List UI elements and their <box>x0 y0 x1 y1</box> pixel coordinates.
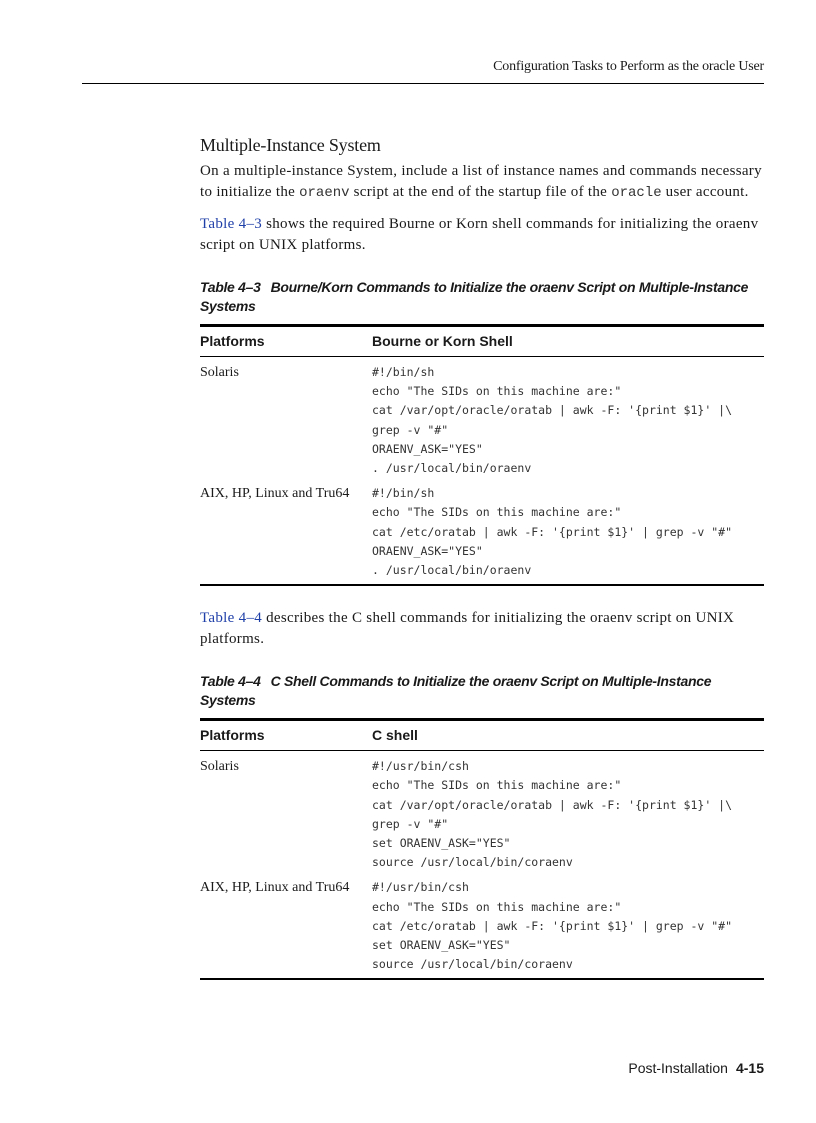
column-header-shell: C shell <box>372 720 764 751</box>
code-line: . /usr/local/bin/oraenv <box>372 461 532 476</box>
code-line: ORAENV_ASK="YES" <box>372 543 483 558</box>
table-4-4-title: C Shell Commands to Initialize the oraenv Script on Multiple-Instance Systems <box>200 673 712 709</box>
code-line: ORAENV_ASK="YES" <box>372 441 483 456</box>
intro-text-b: script at the end of the startup file of the <box>349 184 612 200</box>
table-row <box>200 478 764 585</box>
code-line: set ORAENV_ASK="YES" <box>372 836 511 851</box>
code-line: echo "The SIDs on this machine are:" <box>372 899 622 914</box>
table-row <box>200 751 764 873</box>
platform-cell: AIX, HP, Linux and Tru64 <box>200 872 372 979</box>
oracle-code: oracle <box>611 185 662 201</box>
table-4-3-link[interactable]: Table 4–3 <box>200 216 263 232</box>
code-line: #!/usr/bin/csh <box>372 759 469 774</box>
code-line: cat /var/opt/oracle/oratab | awk -F: '{print $1}' |\ <box>372 403 733 418</box>
code-cell <box>372 478 764 585</box>
table-4-4-number: Table 4–4 <box>200 673 261 690</box>
table-header-row <box>200 720 764 751</box>
code-line: . /usr/local/bin/oraenv <box>372 563 532 578</box>
code-line: #!/usr/bin/csh <box>372 880 469 895</box>
table-row <box>200 357 764 479</box>
code-line: echo "The SIDs on this machine are:" <box>372 384 622 399</box>
column-header-shell: Bourne or Korn Shell <box>372 326 764 357</box>
table-4-3-number: Table 4–3 <box>200 279 261 295</box>
footer-section: Post-Installation <box>628 1060 728 1076</box>
table-row <box>200 872 764 979</box>
platform-cell: Solaris <box>200 759 239 775</box>
intro-text-c: user account. <box>661 184 749 200</box>
code-cell <box>372 751 764 873</box>
page-footer <box>82 1060 764 1076</box>
table-4-3-caption <box>200 278 764 316</box>
table-4-3-title: Bourne/Korn Commands to Initialize the oraenv Script on Multiple-Instance Systems <box>200 279 749 314</box>
code-line: cat /etc/oratab | awk -F: '{print $1}' | grep -v "#" <box>372 918 733 933</box>
page-number: 4-15 <box>735 1060 764 1076</box>
code-line: source /usr/local/bin/coraenv <box>372 855 573 870</box>
platform-cell: Solaris <box>200 365 239 380</box>
table-4-3 <box>200 324 764 586</box>
code-line: cat /etc/oratab | awk -F: '{print $1}' | grep -v "#" <box>372 524 733 539</box>
code-line: set ORAENV_ASK="YES" <box>372 938 511 953</box>
code-cell <box>372 872 764 979</box>
oraenv-code: oraenv <box>299 185 350 201</box>
table3-reference-text: shows the required Bourne or Korn shell commands for initializing the oraenv script on UNIX platforms. <box>200 216 759 253</box>
table-4-4-link[interactable]: Table 4–4 <box>200 610 263 627</box>
code-line: echo "The SIDs on this machine are:" <box>372 505 622 520</box>
table-4-4-caption <box>200 672 764 710</box>
intro-text-a: On a multiple-instance System, include a list of instance names and commands necessary to initialize the <box>200 163 762 200</box>
code-line: #!/bin/sh <box>372 486 435 501</box>
running-header: Configuration Tasks to Perform as the oracle User <box>493 59 764 74</box>
table4-reference-paragraph <box>200 608 764 650</box>
code-line: echo "The SIDs on this machine are:" <box>372 778 622 793</box>
code-line: grep -v "#" <box>372 816 449 831</box>
intro-paragraph <box>200 161 764 204</box>
code-cell <box>372 357 764 479</box>
table3-reference-paragraph <box>200 214 764 256</box>
table-header-row <box>200 326 764 357</box>
platform-cell: AIX, HP, Linux and Tru64 <box>200 478 372 585</box>
table4-reference-text: describes the C shell commands for initializing the oraenv script on UNIX platforms. <box>200 610 735 648</box>
section-title: Multiple-Instance System <box>200 135 381 155</box>
code-line: source /usr/local/bin/coraenv <box>372 957 573 972</box>
code-line: cat /var/opt/oracle/oratab | awk -F: '{print $1}' |\ <box>372 797 733 812</box>
column-header-platforms: Platforms <box>200 720 372 751</box>
header-rule <box>82 83 764 84</box>
table-4-4 <box>200 718 764 980</box>
main-content <box>200 135 764 980</box>
code-line: #!/bin/sh <box>372 365 435 379</box>
code-line: grep -v "#" <box>372 422 449 437</box>
column-header-platforms: Platforms <box>200 326 372 357</box>
